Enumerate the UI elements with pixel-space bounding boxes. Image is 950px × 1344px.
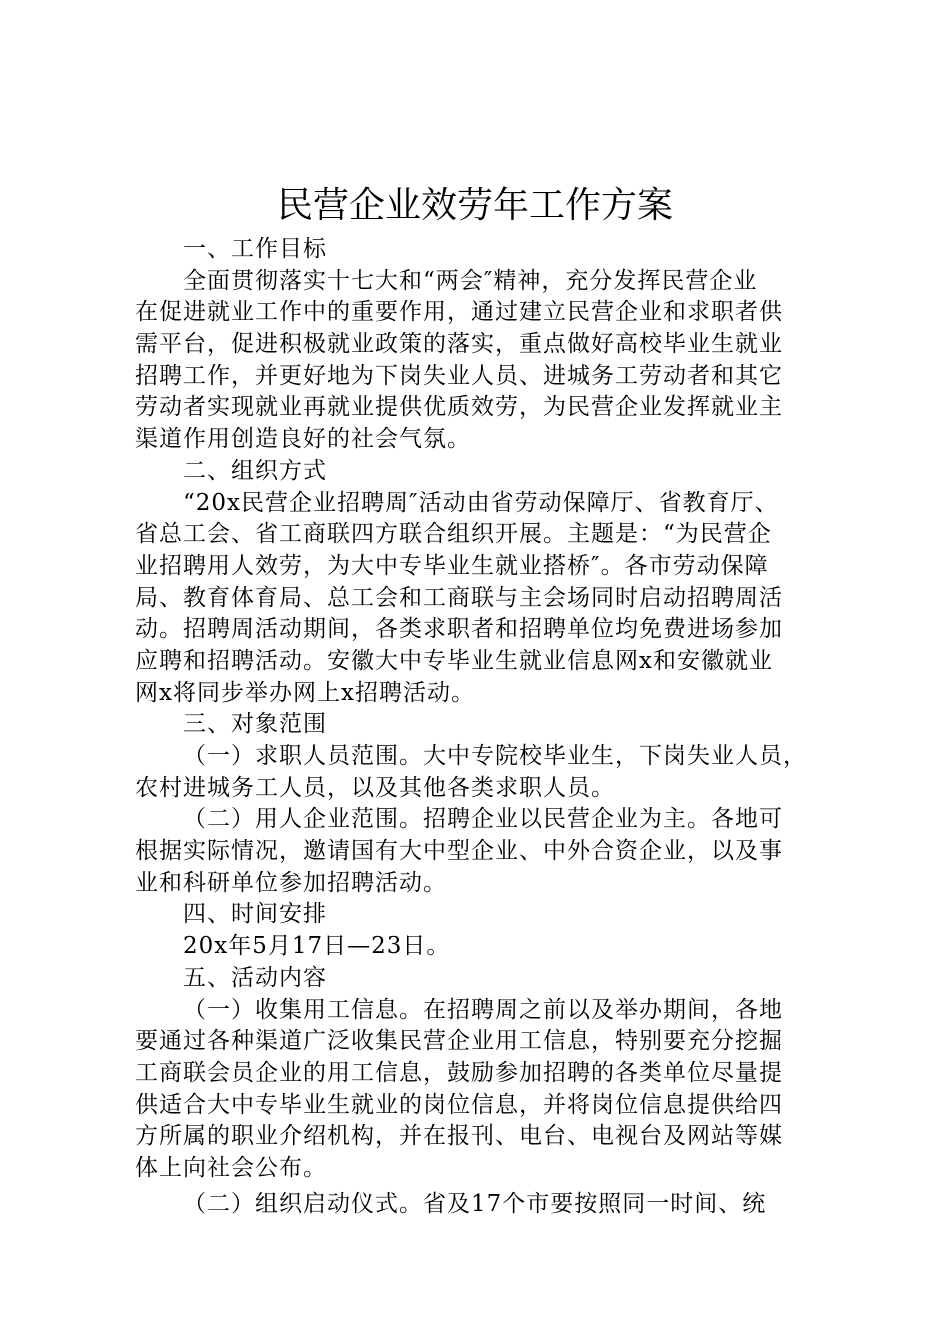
document-title: 民营企业效劳年工作方案 xyxy=(276,185,673,226)
paragraph-line: 体上向社会公布。 xyxy=(135,1154,327,1181)
paragraph-line: “20x民营企业招聘周″活动由省劳动保障厅、省教育厅、 xyxy=(183,489,779,516)
paragraph-line: 省总工会、省工商联四方联合组织开展。主题是：“为民营企 xyxy=(135,521,772,548)
paragraph-line: （一）收集用工信息。在招聘周之前以及举办期间，各地 xyxy=(183,996,783,1023)
heading-work-goal: 一、工作目标 xyxy=(183,236,327,262)
paragraph-line: 工商联会员企业的用工信息，鼓励参加招聘的各类单位尽量提 xyxy=(135,1059,783,1086)
paragraph-line: （一）求职人员范围。大中专院校毕业生，下岗失业人员， xyxy=(183,743,807,769)
heading-organization: 二、组织方式 xyxy=(183,457,327,484)
paragraph-line: 全面贯彻落实十七大和“两会″精神，充分发挥民营企业 xyxy=(183,267,758,294)
paragraph-line: 劳动者实现就业再就业提供优质效劳，为民营企业发挥就业主 xyxy=(135,394,783,421)
paragraph-line: 网x将同步举办网上x招聘活动。 xyxy=(135,679,475,706)
paragraph-line: 农村进城务工人员，以及其他各类求职人员。 xyxy=(135,774,615,801)
paragraph-line: 在促进就业工作中的重要作用，通过建立民营企业和求职者供 xyxy=(135,299,783,326)
paragraph-line: 要通过各种渠道广泛收集民营企业用工信息，特别要充分挖掘 xyxy=(135,1028,783,1055)
heading-activities: 五、活动内容 xyxy=(183,964,327,991)
paragraph-line: 应聘和招聘活动。安徽大中专毕业生就业信息网x和安徽就业 xyxy=(135,647,773,674)
heading-schedule: 四、时间安排 xyxy=(183,901,327,928)
paragraph-line: 根据实际情况，邀请国有大中型企业、中外合资企业，以及事 xyxy=(135,838,783,865)
paragraph-line: 需平台，促进积极就业政策的落实，重点做好高校毕业生就业 xyxy=(135,331,783,358)
paragraph-line: 业和科研单位参加招聘活动。 xyxy=(135,869,447,896)
paragraph-line: 方所属的职业介绍机构，并在报刊、电台、电视台及网站等媒 xyxy=(135,1123,783,1150)
document-body xyxy=(135,234,830,1220)
paragraph-line: 招聘工作，并更好地为下岗失业人员、进城务工劳动者和其它 xyxy=(135,362,783,389)
paragraph-line: （二）用人企业范围。招聘企业以民营企业为主。各地可 xyxy=(183,806,783,833)
paragraph-line: 局、教育体育局、总工会和工商联与主会场同时启动招聘周活 xyxy=(135,584,783,611)
heading-target-scope: 三、对象范围 xyxy=(183,711,327,738)
paragraph-line: 20x年5月17日—23日。 xyxy=(183,933,451,960)
paragraph-line: 供适合大中专毕业生就业的岗位信息，并将岗位信息提供给四 xyxy=(135,1091,783,1118)
paragraph-line: （二）组织启动仪式。省及17个市要按照同一时间、统 xyxy=(183,1190,767,1217)
paragraph-line: 动。招聘周活动期间，各类求职者和招聘单位均免费进场参加 xyxy=(135,616,783,643)
paragraph-line: 业招聘用人效劳，为大中专毕业生就业搭桥″。各市劳动保障 xyxy=(135,552,769,579)
paragraph-line: 渠道作用创造良好的社会气氛。 xyxy=(135,426,471,453)
